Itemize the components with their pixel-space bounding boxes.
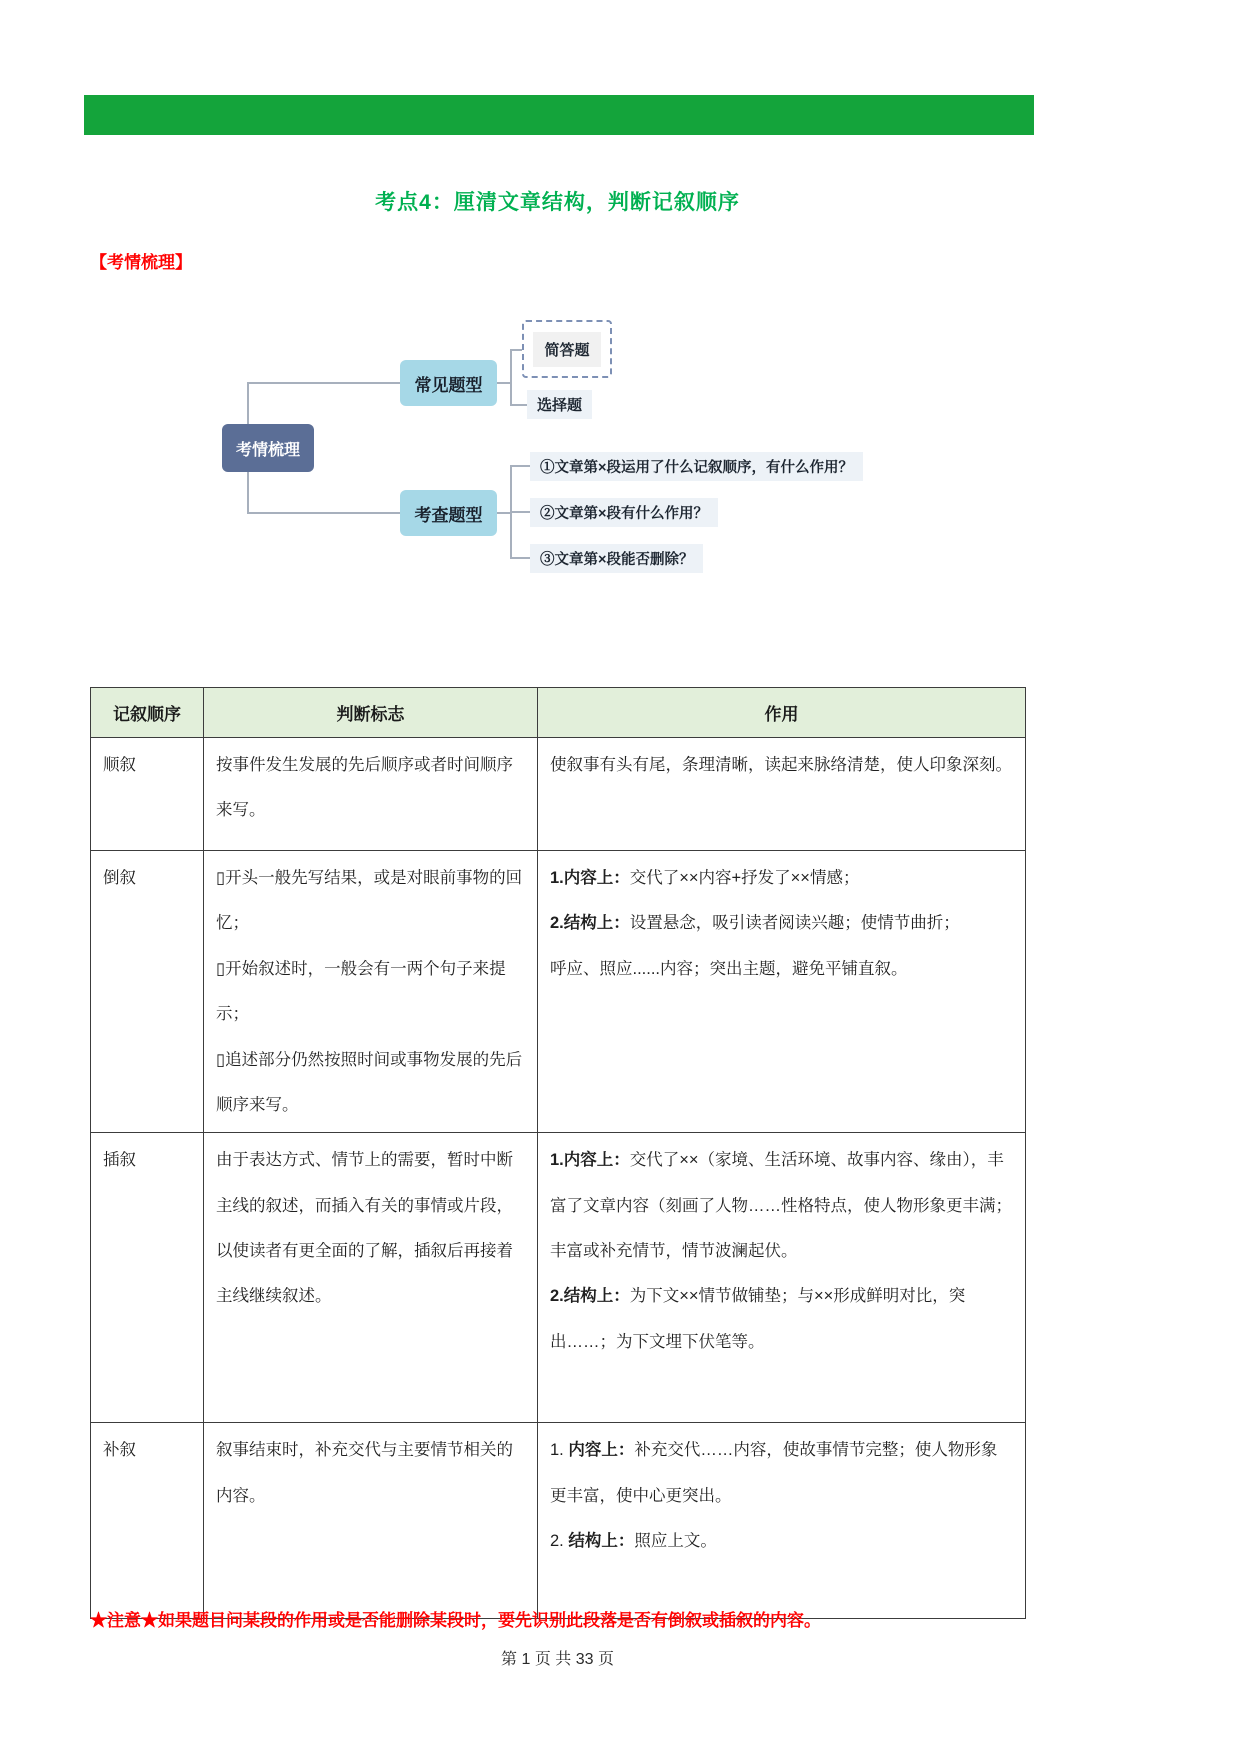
cell-effect: 使叙事有头有尾，条理清晰，读起来脉络清楚，使人印象深刻。: [538, 738, 1026, 851]
header-judgment-marks: 判断标志: [204, 688, 538, 738]
mindmap-leaf-multiple-choice: 选择题: [527, 390, 592, 419]
page-title: 考点4：厘清文章结构，判断记叙顺序: [375, 191, 740, 214]
mindmap-leaf-question-3: ③文章第×段能否删除？: [530, 544, 703, 573]
connector-b2-stub-q2: [510, 511, 532, 513]
cell-judgment-mark: 叙事结束时，补充交代与主要情节相关的内容。: [204, 1423, 538, 1619]
warning-note: ★注意★如果题目问某段的作用或是否能删除某段时，要先识别此段落是否有倒叙或插叙的内容。: [90, 1611, 821, 1630]
connector-b1-vertical: [510, 349, 512, 406]
mindmap-branch-exam-question-types: 考查题型: [400, 490, 497, 536]
connector-b2-stub-q3: [510, 557, 532, 559]
cell-judgment-mark: 按事件发生发展的先后顺序或者时间顺序来写。: [204, 738, 538, 851]
cell-effect: 1. 内容上：补充交代……内容，使故事情节完整；使人物形象更丰富，使中心更突出。 2. 结构上：照应上文。: [538, 1423, 1026, 1619]
cell-judgment-mark: 由于表达方式、情节上的需要，暂时中断主线的叙述，而插入有关的事情或片段，以使读者有更全面的了解，插叙后再接着主线继续叙述。: [204, 1133, 538, 1423]
cell-effect: 1.内容上：交代了××（家境、生活环境、故事内容、缘由），丰富了文章内容（刻画了人物……性格特点，使人物形象更丰满；丰富或补充情节，情节波澜起伏。 2.结构上：为下文××情节做铺垫；与××形成鲜明对比，突出……；为下文埋下伏笔等。: [538, 1133, 1026, 1423]
table-header-row: [91, 688, 1026, 738]
cell-order-type: 补叙: [91, 1423, 204, 1619]
connector-branch1-horizontal: [247, 382, 401, 384]
connector-branch2-horizontal: [247, 512, 401, 514]
mindmap-branch-common-question-types: 常见题型: [400, 360, 497, 406]
cell-effect: 1.内容上：交代了××内容+抒发了××情感； 2.结构上：设置悬念，吸引读者阅读兴趣；使情节曲折； 呼应、照应......内容；突出主题，避免平铺直叙。: [538, 851, 1026, 1133]
table-row: [91, 851, 1026, 1133]
connector-b2-stub-q1: [510, 465, 532, 467]
page-number: 第 1 页 共 33 页: [501, 1651, 614, 1668]
cell-order-type: 倒叙: [91, 851, 204, 1133]
mindmap-leaf-short-answer-label: 简答题: [533, 332, 600, 367]
mindmap-root-node: 考情梳理: [222, 424, 314, 472]
table-row: [91, 1423, 1026, 1619]
table-body: [91, 738, 1026, 1619]
cell-judgment-mark: ▯开头一般先写结果，或是对眼前事物的回忆； ▯开始叙述时，一般会有一两个句子来提示； ▯追述部分仍然按照时间或事物发展的先后顺序来写。: [204, 851, 538, 1133]
mindmap-diagram: [0, 0, 1240, 620]
section-heading-exam-overview: 【考情梳理】: [90, 253, 192, 272]
mindmap-leaf-question-1: ①文章第×段运用了什么记叙顺序，有什么作用？: [530, 452, 863, 481]
mindmap-leaf-question-2: ②文章第×段有什么作用？: [530, 498, 718, 527]
mindmap-leaf-short-answer-selected: [522, 320, 612, 378]
narrative-order-table: [90, 687, 1026, 1619]
table-row: [91, 738, 1026, 851]
header-effect: 作用: [538, 688, 1026, 738]
cell-order-type: 顺叙: [91, 738, 204, 851]
header-narrative-order: 记叙顺序: [91, 688, 204, 738]
cell-order-type: 插叙: [91, 1133, 204, 1423]
table-row: [91, 1133, 1026, 1423]
